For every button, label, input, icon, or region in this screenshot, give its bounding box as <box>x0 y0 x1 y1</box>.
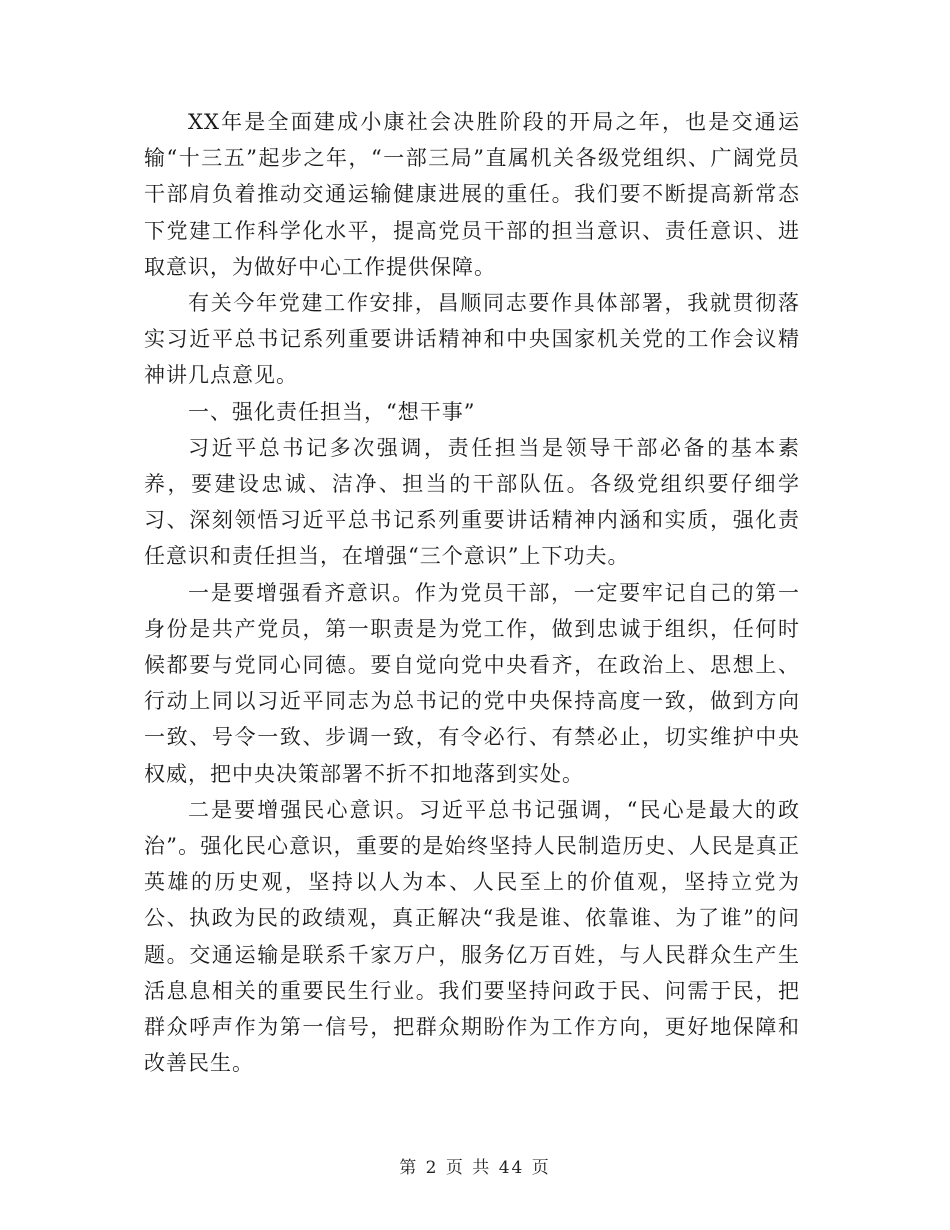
page-number-label: 第 2 页 共 44 页 <box>399 1158 551 1178</box>
paragraph-arrangement: 有关今年党建工作安排，昌顺同志要作具体部署，我就贯彻落实习近平总书记系列重要讲话精神和中央国家机关党的工作会议精神讲几点意见。 <box>144 291 800 388</box>
paragraph-intro: XX年是全面建成小康社会决胜阶段的开局之年，也是交通运输“十三五”起步之年，“一部三局”直属机关各级党组织、广阔党员干部肩负着推动交通运输健康进展的重任。我们要不断提高新常态下党建工作科学化水平，提高党员干部的担当意识、责任意识、进取意识，为做好中心工作提供保障。 <box>144 110 800 279</box>
paragraph-alignment-awareness: 一是要增强看齐意识。作为党员干部，一定要牢记自己的第一身份是共产党员，第一职责是为党工作，做到忠诚于组织，任何时候都要与党同心同德。要自觉向党中央看齐，在政治上、思想上、行动上同以习近平同志为总书记的党中央保持高度一致，做到方向一致、号令一致、步调一致，有令必行、有禁必止，切实维护中央权威，把中央决策部署不折不扣地落到实处。 <box>144 580 800 786</box>
page-footer <box>0 1153 950 1178</box>
paragraph-people-awareness: 二是要增强民心意识。习近平总书记强调，“民心是最大的政治”。强化民心意识，重要的是始终坚持人民制造历史、人民是真正英雄的历史观，坚持以人为本、人民至上的价值观，坚持立党为公、执政为民的政绩观，真正解决“我是谁、依靠谁、为了谁”的问题。交通运输是联系千家万户，服务亿万百姓，与人民群众生产生活息息相关的重要民生行业。我们要坚持问政于民、问需于民，把群众呼声作为第一信号，把群众期盼作为工作方向，更好地保障和改善民生。 <box>144 797 800 1076</box>
paragraph-responsibility: 习近平总书记多次强调，责任担当是领导干部必备的基本素养，要建设忠诚、洁净、担当的干部队伍。各级党组织要仔细学习、深刻领悟习近平总书记系列重要讲话精神内涵和实质，强化责任意识和责任担当，在增强“三个意识”上下功夫。 <box>144 435 800 569</box>
document-body <box>144 104 800 1081</box>
section-heading-1: 一、强化责任担当，“想干事” <box>188 399 476 424</box>
